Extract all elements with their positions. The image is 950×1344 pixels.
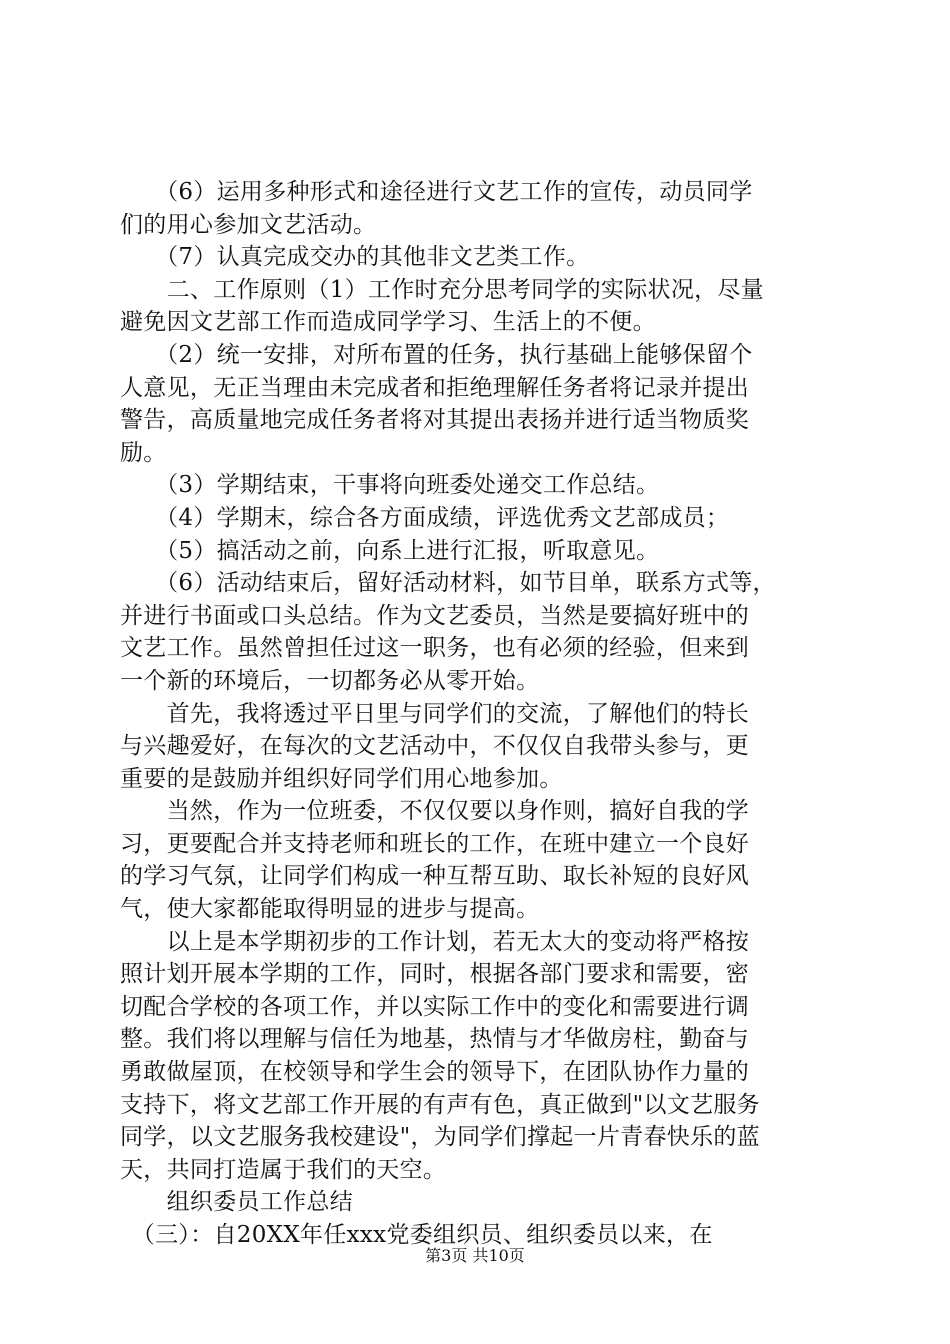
text-line: 习，更要配合并支持老师和班长的工作，在班中建立一个良好	[120, 830, 750, 857]
text-line: （3）学期结束，干事将向班委处递交工作总结。	[120, 472, 660, 499]
text-line: （6）活动结束后，留好活动材料，如节目单，联系方式等，	[120, 570, 776, 597]
text-line: 以上是本学期初步的工作计划，若无太大的变动将严格按	[120, 928, 750, 955]
text-line: 一个新的环境后，一切都务必从零开始。	[120, 667, 540, 694]
text-line: 们的用心参加文艺活动。	[120, 211, 377, 238]
text-line: 气，使大家都能取得明显的进步与提高。	[120, 896, 540, 923]
text-line: 支持下，将文艺部工作开展的有声有色，真正做到"以文艺服务	[120, 1091, 760, 1118]
text-line: 当然，作为一位班委，不仅仅要以身作则，搞好自我的学	[120, 798, 750, 825]
text-line: 照计划开展本学期的工作，同时，根据各部门要求和需要，密	[120, 961, 750, 988]
text-line: 二、工作原则（1）工作时充分思考同学的实际状况，尽量	[120, 276, 765, 303]
text-line: 人意见，无正当理由未完成者和拒绝理解任务者将记录并提出	[120, 374, 750, 401]
text-line: 重要的是鼓励并组织好同学们用心地参加。	[120, 765, 563, 792]
text-line: 并进行书面或口头总结。作为文艺委员，当然是要搞好班中的	[120, 602, 750, 629]
text-line: （4）学期末，综合各方面成绩，评选优秀文艺部成员；	[120, 504, 730, 531]
text-line: 文艺工作。虽然曾担任过这一职务，也有必须的经验，但来到	[120, 635, 750, 662]
text-line: 天，共同打造属于我们的天空。	[120, 1156, 447, 1183]
section-heading: 组织委员工作总结	[120, 1189, 353, 1216]
text-line: 首先，我将透过平日里与同学们的交流，了解他们的特长	[120, 700, 750, 727]
text-line: 同学，以文艺服务我校建设"，为同学们撑起一片青春快乐的蓝	[120, 1124, 760, 1151]
page-number-footer: 第3页 共10页	[425, 1246, 525, 1265]
text-line: 避免因文艺部工作而造成同学学习、生活上的不便。	[120, 309, 656, 336]
text-line: 与兴趣爱好，在每次的文艺活动中，不仅仅自我带头参与，更	[120, 733, 750, 760]
text-line: 勇敢做屋顶，在校领导和学生会的领导下，在团队协作力量的	[120, 1059, 750, 1086]
body-text	[120, 176, 835, 1252]
text-line: （三）：自20XX年任xxx党委组织员、组织委员以来，在	[120, 1222, 713, 1248]
text-line: 励。	[120, 439, 167, 466]
text-line: 整。我们将以理解与信任为地基，热情与才华做房柱，勤奋与	[120, 1026, 750, 1053]
text-line: （7）认真完成交办的其他非文艺类工作。	[120, 244, 590, 271]
text-line: （5）搞活动之前，向系上进行汇报，听取意见。	[120, 537, 660, 564]
text-line: 的学习气氛，让同学们构成一种互帮互助、取长补短的良好风	[120, 863, 750, 890]
text-line: （6）运用多种形式和途径进行文艺工作的宣传，动员同学	[120, 179, 753, 205]
text-line: 警告，高质量地完成任务者将对其提出表扬并进行适当物质奖	[120, 407, 750, 434]
text-line: （2）统一安排，对所布置的任务，执行基础上能够保留个	[120, 341, 753, 368]
text-line: 切配合学校的各项工作，并以实际工作中的变化和需要进行调	[120, 993, 750, 1020]
